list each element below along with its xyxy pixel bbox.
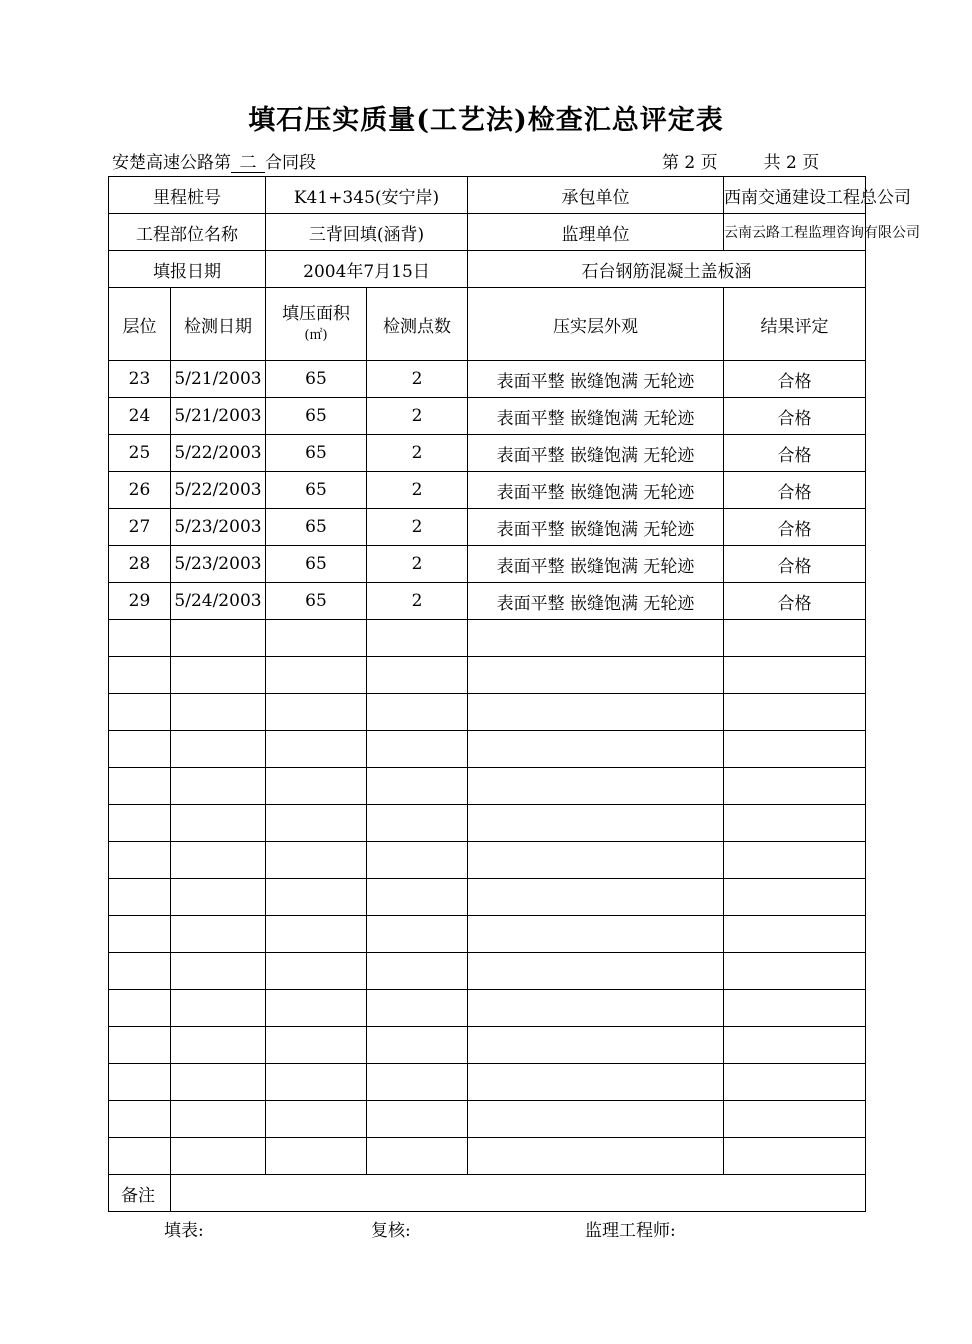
empty-cell — [171, 842, 266, 879]
empty-cell — [367, 1138, 468, 1175]
empty-cell — [468, 1138, 724, 1175]
empty-cell — [468, 768, 724, 805]
cell-points: 2 — [367, 398, 468, 435]
cell-layer: 26 — [109, 472, 171, 509]
inspection-table — [108, 176, 921, 1212]
empty-cell — [266, 916, 367, 953]
empty-cell — [468, 953, 724, 990]
cell-points: 2 — [367, 472, 468, 509]
col-area-label: 填压面积 — [282, 304, 350, 324]
empty-cell — [266, 620, 367, 657]
data-rows — [109, 361, 866, 620]
empty-cell — [724, 953, 866, 990]
station-label: 里程桩号 — [109, 177, 266, 214]
column-header-row — [109, 288, 866, 361]
page-current: 第 2 页 — [662, 153, 718, 173]
cell-layer: 24 — [109, 398, 171, 435]
empty-cell — [367, 768, 468, 805]
cell-area: 65 — [266, 583, 367, 620]
cell-date: 5/21/2003 — [171, 398, 266, 435]
empty-cell — [367, 879, 468, 916]
empty-cell — [109, 657, 171, 694]
empty-cell — [724, 1027, 866, 1064]
empty-cell — [266, 953, 367, 990]
cell-layer: 28 — [109, 546, 171, 583]
empty-cell — [367, 731, 468, 768]
empty-cell — [109, 805, 171, 842]
empty-cell — [171, 953, 266, 990]
page-total: 共 2 页 — [763, 153, 820, 173]
empty-cell — [724, 694, 866, 731]
empty-cell — [109, 916, 171, 953]
empty-cell — [724, 768, 866, 805]
empty-cell — [109, 1064, 171, 1101]
empty-row — [109, 805, 866, 842]
empty-cell — [367, 1027, 468, 1064]
empty-cell — [266, 694, 367, 731]
empty-row — [109, 1027, 866, 1064]
project-prefix: 安楚高速公路第 — [112, 153, 231, 173]
empty-cell — [724, 990, 866, 1027]
empty-cell — [266, 1027, 367, 1064]
empty-cell — [266, 842, 367, 879]
table-row — [109, 361, 866, 398]
cell-area: 65 — [266, 361, 367, 398]
empty-cell — [367, 805, 468, 842]
cell-date: 5/23/2003 — [171, 509, 266, 546]
date-value: 2004年7月15日 — [266, 251, 468, 288]
empty-cell — [109, 694, 171, 731]
empty-row — [109, 879, 866, 916]
cell-date: 5/21/2003 — [171, 361, 266, 398]
cell-points: 2 — [367, 435, 468, 472]
empty-cell — [367, 1101, 468, 1138]
col-layer: 层位 — [109, 288, 171, 361]
filler-signature: 填表: — [164, 1221, 204, 1241]
col-points: 检测点数 — [367, 288, 468, 361]
empty-cell — [171, 916, 266, 953]
empty-cell — [367, 694, 468, 731]
engineer-signature: 监理工程师: — [585, 1221, 676, 1241]
cell-points: 2 — [367, 546, 468, 583]
empty-cell — [367, 953, 468, 990]
empty-cell — [468, 620, 724, 657]
cell-points: 2 — [367, 583, 468, 620]
table-row — [109, 509, 866, 546]
col-area-unit: (㎡) — [304, 328, 328, 343]
empty-cell — [109, 1027, 171, 1064]
empty-cell — [171, 657, 266, 694]
empty-row — [109, 620, 866, 657]
cell-date: 5/22/2003 — [171, 472, 266, 509]
empty-cell — [109, 620, 171, 657]
cell-points: 2 — [367, 509, 468, 546]
cell-appearance: 表面平整 嵌缝饱满 无轮迹 — [468, 398, 724, 435]
empty-row — [109, 768, 866, 805]
cell-appearance: 表面平整 嵌缝饱满 无轮迹 — [468, 509, 724, 546]
cell-appearance: 表面平整 嵌缝饱满 无轮迹 — [468, 435, 724, 472]
empty-rows — [109, 620, 866, 1175]
cell-result: 合格 — [724, 509, 866, 546]
empty-cell — [468, 657, 724, 694]
empty-cell — [266, 1101, 367, 1138]
empty-cell — [266, 1064, 367, 1101]
contract-section — [112, 148, 316, 173]
info-row-station — [109, 177, 866, 214]
info-row-date — [109, 251, 866, 288]
contractor-value: 西南交通建设工程总公司 — [724, 177, 866, 214]
cell-area: 65 — [266, 435, 367, 472]
cell-layer: 27 — [109, 509, 171, 546]
empty-cell — [468, 694, 724, 731]
cell-date: 5/24/2003 — [171, 583, 266, 620]
empty-cell — [266, 1138, 367, 1175]
empty-cell — [266, 990, 367, 1027]
empty-cell — [367, 657, 468, 694]
empty-cell — [724, 879, 866, 916]
cell-result: 合格 — [724, 361, 866, 398]
table-row — [109, 546, 866, 583]
cell-result: 合格 — [724, 435, 866, 472]
cell-appearance: 表面平整 嵌缝饱满 无轮迹 — [468, 472, 724, 509]
empty-cell — [109, 842, 171, 879]
empty-cell — [724, 1064, 866, 1101]
remark-value — [171, 1175, 866, 1212]
empty-cell — [724, 916, 866, 953]
empty-row — [109, 916, 866, 953]
supervisor-label: 监理单位 — [468, 214, 724, 251]
structure-value: 石台钢筋混凝土盖板涵 — [468, 251, 866, 288]
empty-cell — [171, 768, 266, 805]
col-area — [266, 288, 367, 361]
info-row-part — [109, 214, 866, 251]
cell-layer: 25 — [109, 435, 171, 472]
empty-cell — [171, 1101, 266, 1138]
empty-row — [109, 990, 866, 1027]
empty-cell — [266, 731, 367, 768]
cell-points: 2 — [367, 361, 468, 398]
empty-cell — [724, 731, 866, 768]
empty-row — [109, 1138, 866, 1175]
empty-cell — [367, 842, 468, 879]
cell-area: 65 — [266, 509, 367, 546]
part-value: 三背回填(涵背) — [266, 214, 468, 251]
empty-cell — [468, 1101, 724, 1138]
empty-cell — [468, 879, 724, 916]
empty-row — [109, 694, 866, 731]
form-title: 填石压实质量(工艺法)检查汇总评定表 — [248, 105, 724, 136]
empty-cell — [367, 620, 468, 657]
cell-appearance: 表面平整 嵌缝饱满 无轮迹 — [468, 583, 724, 620]
table-row — [109, 472, 866, 509]
empty-cell — [109, 990, 171, 1027]
empty-row — [109, 842, 866, 879]
empty-cell — [171, 879, 266, 916]
empty-cell — [367, 990, 468, 1027]
empty-cell — [266, 768, 367, 805]
empty-row — [109, 657, 866, 694]
empty-cell — [468, 805, 724, 842]
empty-cell — [171, 1027, 266, 1064]
cell-result: 合格 — [724, 583, 866, 620]
empty-cell — [171, 805, 266, 842]
station-value: K41+345(安宁岸) — [266, 177, 468, 214]
empty-row — [109, 731, 866, 768]
empty-cell — [266, 805, 367, 842]
empty-row — [109, 1064, 866, 1101]
empty-cell — [468, 1064, 724, 1101]
empty-cell — [468, 1027, 724, 1064]
table-row — [109, 435, 866, 472]
cell-appearance: 表面平整 嵌缝饱满 无轮迹 — [468, 361, 724, 398]
empty-cell — [468, 990, 724, 1027]
col-appearance: 压实层外观 — [468, 288, 724, 361]
empty-cell — [468, 842, 724, 879]
empty-cell — [171, 1064, 266, 1101]
empty-cell — [468, 731, 724, 768]
supervisor-value: 云南云路工程监理咨询有限公司 — [724, 214, 866, 251]
contractor-label: 承包单位 — [468, 177, 724, 214]
empty-cell — [171, 731, 266, 768]
empty-cell — [109, 1101, 171, 1138]
reviewer-signature: 复核: — [371, 1221, 411, 1241]
cell-appearance: 表面平整 嵌缝饱满 无轮迹 — [468, 546, 724, 583]
empty-cell — [724, 1138, 866, 1175]
cell-area: 65 — [266, 398, 367, 435]
empty-cell — [109, 768, 171, 805]
cell-layer: 29 — [109, 583, 171, 620]
empty-cell — [266, 879, 367, 916]
cell-layer: 23 — [109, 361, 171, 398]
empty-cell — [724, 1101, 866, 1138]
empty-cell — [367, 1064, 468, 1101]
part-label: 工程部位名称 — [109, 214, 266, 251]
empty-cell — [367, 916, 468, 953]
empty-cell — [171, 620, 266, 657]
empty-cell — [109, 1138, 171, 1175]
cell-date: 5/23/2003 — [171, 546, 266, 583]
project-suffix: 合同段 — [265, 153, 316, 173]
col-test-date: 检测日期 — [171, 288, 266, 361]
empty-cell — [724, 842, 866, 879]
empty-cell — [171, 1138, 266, 1175]
empty-cell — [109, 879, 171, 916]
remark-label: 备注 — [109, 1175, 171, 1212]
empty-cell — [724, 657, 866, 694]
empty-cell — [468, 916, 724, 953]
empty-cell — [724, 805, 866, 842]
col-result: 结果评定 — [724, 288, 866, 361]
cell-result: 合格 — [724, 398, 866, 435]
cell-result: 合格 — [724, 546, 866, 583]
section-number: 二 — [231, 154, 265, 173]
remark-row — [109, 1175, 866, 1212]
empty-cell — [724, 620, 866, 657]
cell-date: 5/22/2003 — [171, 435, 266, 472]
table-row — [109, 583, 866, 620]
table-row — [109, 398, 866, 435]
cell-result: 合格 — [724, 472, 866, 509]
date-label: 填报日期 — [109, 251, 266, 288]
empty-cell — [171, 990, 266, 1027]
empty-row — [109, 1101, 866, 1138]
page-indicator — [662, 148, 825, 173]
empty-cell — [109, 731, 171, 768]
empty-cell — [171, 694, 266, 731]
empty-cell — [266, 657, 367, 694]
cell-area: 65 — [266, 472, 367, 509]
empty-cell — [109, 953, 171, 990]
cell-area: 65 — [266, 546, 367, 583]
empty-row — [109, 953, 866, 990]
